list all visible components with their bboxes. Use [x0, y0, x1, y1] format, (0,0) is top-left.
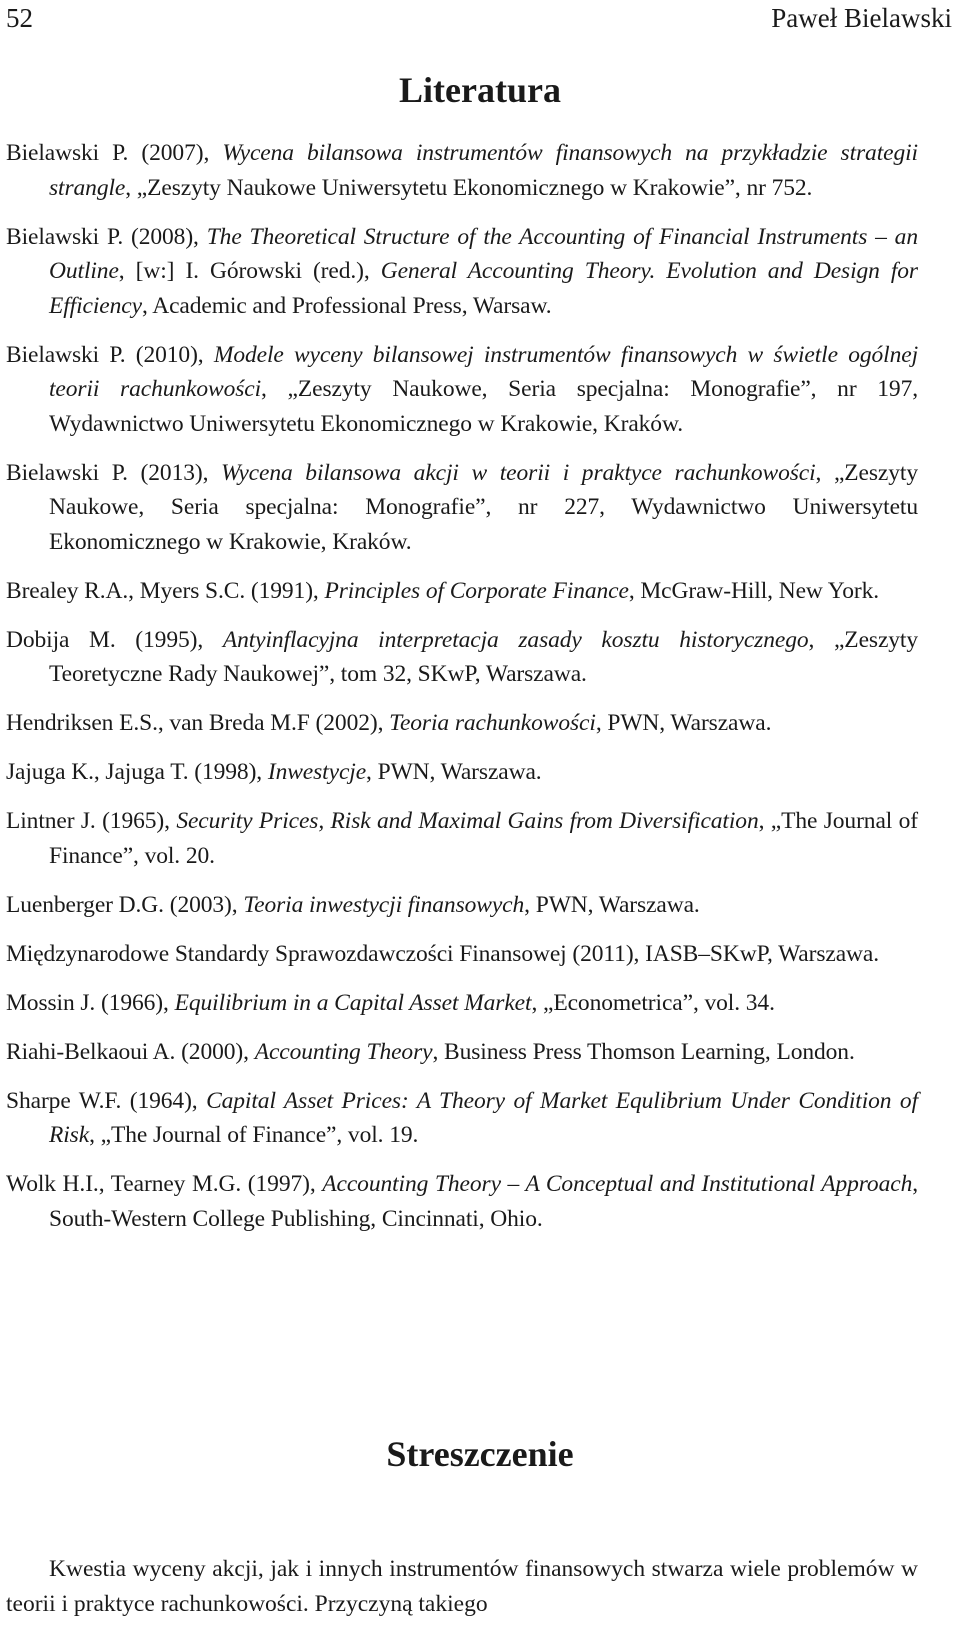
reference-item: Wolk H.I., Tearney M.G. (1997), Accounting Theory – A Conceptual and Institutional Approach, South-Western College Publishing, Cincinnati, Ohio. [6, 1171, 918, 1232]
reference-item: Dobija M. (1995), Antyinflacyjna interpretacja zasady kosztu historycznego, „Zeszyty Teoretyczne Rady Naukowej”, tom 32, SKwP, Warszawa. [6, 626, 918, 687]
abstract-paragraph: Kwestia wyceny akcji, jak i innych instrumentów finansowych stwarza wiele problemów w teorii i praktyce rachunkowości. Przyczyną takiego [6, 1556, 918, 1617]
reference-item: Bielawski P. (2010), Modele wyceny bilansowej instrumentów finansowych w świetle ogólnej teorii rachunkowości, „Zeszyty Naukowe, Seria specjalna: Monografie”, nr 197, Wydawnictwo Uniwersytetu Ekonomicznego w Krakowie, Kraków. [6, 341, 919, 437]
streszczenie-heading: Streszczenie [386, 1434, 574, 1474]
bibliography-list [6, 136, 918, 1251]
literatura-heading: Literatura [399, 70, 561, 110]
reference-item: Bielawski P. (2013), Wycena bilansowa akcji w teorii i praktyce rachunkowości, „Zeszyty Naukowe, Seria specjalna: Monografie”, nr 227, Wydawnictwo Uniwersytetu Ekonomicznego w Krakowie, Kraków. [6, 459, 918, 555]
reference-item: Międzynarodowe Standardy Sprawozdawczości Finansowej (2011), IASB–SKwP, Warszawa. [6, 940, 880, 967]
running-author: Paweł Bielawski [771, 3, 952, 33]
running-header [6, 0, 952, 36]
reference-item: Sharpe W.F. (1964), Capital Asset Prices: A Theory of Market Equlibrium Under Condition of Risk, „The Journal of Finance”, vol. 19. [6, 1087, 919, 1148]
reference-item: Lintner J. (1965), Security Prices, Risk and Maximal Gains from Diversification, „The Journal of Finance”, vol. 20. [6, 808, 918, 869]
reference-item: Luenberger D.G. (2003), Teoria inwestycji finansowych, PWN, Warszawa. [6, 891, 700, 918]
reference-item: Brealey R.A., Myers S.C. (1991), Principles of Corporate Finance, McGraw-Hill, New York. [6, 577, 880, 604]
reference-item: Mossin J. (1966), Equilibrium in a Capital Asset Market, „Econometrica”, vol. 34. [6, 989, 775, 1016]
reference-item: Bielawski P. (2007), Wycena bilansowa instrumentów finansowych na przykładzie strategii strangle, „Zeszyty Naukowe Uniwersytetu Ekonomicznego w Krakowie”, nr 752. [6, 140, 918, 201]
reference-item: Riahi-Belkaoui A. (2000), Accounting Theory, Business Press Thomson Learning, London. [6, 1038, 855, 1065]
reference-item: Jajuga K., Jajuga T. (1998), Inwestycje, PWN, Warszawa. [6, 759, 542, 785]
page-number: 52 [6, 3, 33, 33]
reference-item: Hendriksen E.S., van Breda M.F (2002), Teoria rachunkowości, PWN, Warszawa. [6, 710, 772, 736]
reference-item: Bielawski P. (2008), The Theoretical Structure of the Accounting of Financial Instruments – an Outline, [w:] I. Górowski (red.), General Accounting Theory. Evolution and Design for Efficiency, Academic and Professional Press, Warsaw. [6, 223, 918, 319]
